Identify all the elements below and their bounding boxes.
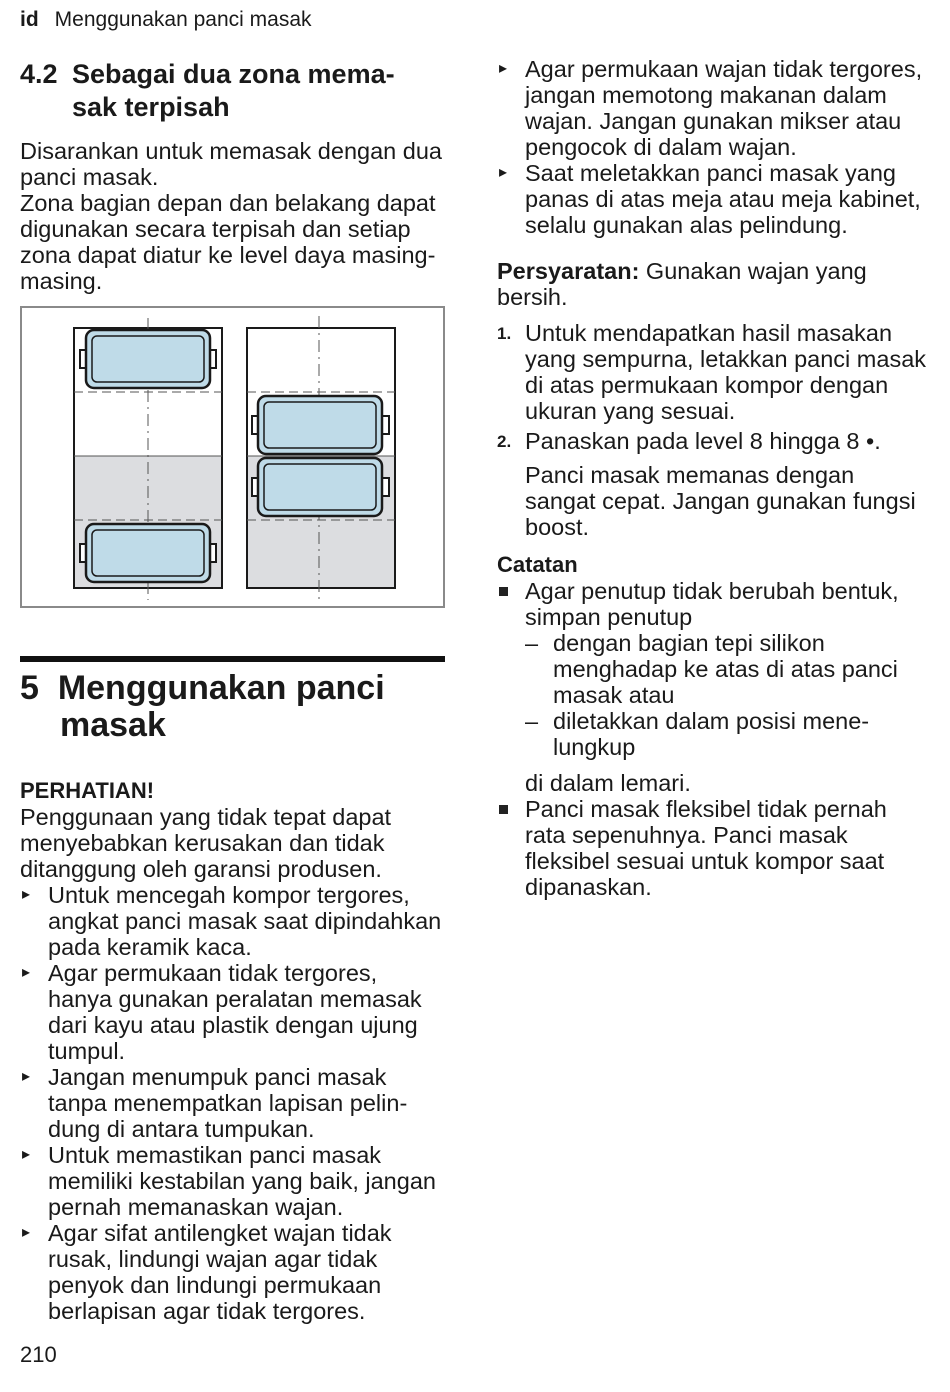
list-item: ▸ Agar sifat antilengket wajan tidak rusak, lindungi wajan agar tidak penyok dan lindungi permukaan berlapisan agar tidak tergores. xyxy=(20,1220,445,1324)
section-number: 5 xyxy=(20,669,39,707)
note-title: Catatan xyxy=(497,552,578,577)
step-result: Panci masak memanas dengan sangat cepat. Jangan gunakan fungsi boost. xyxy=(525,462,916,540)
cooking-zone-diagram xyxy=(20,306,445,608)
pan-icon xyxy=(80,524,216,582)
step-item xyxy=(497,428,927,454)
requirement-label: Persyaratan: xyxy=(497,258,640,284)
list-item: ▸ Saat meletakkan panci masak yang panas di atas meja atau meja kabinet, selalu gunakan alas pelindung. xyxy=(497,160,927,238)
section-title-line1: Menggunakan panci xyxy=(57,669,385,707)
list-item: ▸ Agar permukaan wajan tidak tergores, jangan memotong makanan dalam wajan. Jangan gunakan mikser atau pengocok di dalam wajan. xyxy=(497,56,927,160)
requirement-text: Gunakan wajan yang bersih. xyxy=(497,258,867,310)
running-header xyxy=(20,8,312,32)
pan-icon xyxy=(252,458,389,516)
step-number: 1. xyxy=(497,324,512,343)
section-title-line1: Sebagai dua zona mema- xyxy=(72,59,395,89)
step-item xyxy=(497,320,927,424)
header-title: Menggunakan panci masak xyxy=(54,8,312,31)
notes-list xyxy=(497,578,927,900)
right-column xyxy=(497,56,927,900)
warning-list xyxy=(20,882,445,1324)
list-item: ▸ Untuk mencegah kompor tergores, angkat panci masak saat dipindahkan pada keramik kaca. xyxy=(20,882,445,960)
section-5-heading xyxy=(20,656,445,744)
left-column xyxy=(20,58,445,1324)
warning-label: PERHATIAN! xyxy=(20,778,155,803)
pan-icon xyxy=(252,396,389,454)
steps-list xyxy=(497,320,927,454)
note-item xyxy=(497,578,927,796)
step-text: Panaskan pada level 8 hingga 8 •. xyxy=(525,428,881,454)
list-item: ▸ Jangan menumpuk panci masak tanpa menempatkan lapisan pelindung di antara tumpukan. xyxy=(20,1064,445,1142)
hob-right xyxy=(247,316,395,600)
section-4-2-heading xyxy=(20,58,445,124)
sub-item: – dengan bagian tepi silikon menghadap ke atas di atas panci masak atau xyxy=(525,630,927,708)
note-tail: di dalam lemari. xyxy=(525,770,691,796)
warning-list-continued xyxy=(497,56,927,238)
section-title-line2: masak xyxy=(60,706,166,744)
step-number: 2. xyxy=(497,432,512,451)
page-number: 210 xyxy=(20,1342,57,1367)
pan-icon xyxy=(80,330,216,388)
note-item: Panci masak fleksibel tidak pernah rata sepenuhnya. Panci masak fleksibel sesuai untuk kompor saat dipanaskan. xyxy=(497,796,927,900)
list-item: ▸ Untuk memastikan panci masak memiliki kestabilan yang baik, jangan pernah memanaskan wajan. xyxy=(20,1142,445,1220)
note-text: Agar penutup tidak berubah bentuk, simpan penutup xyxy=(525,578,899,630)
note-sublist xyxy=(525,630,927,760)
hob-left xyxy=(74,318,222,600)
requirement xyxy=(497,258,927,310)
sub-item: – diletakkan dalam posisi menelungkup xyxy=(525,708,927,760)
warning-text: Penggunaan yang tidak tepat dapat menyebabkan kerusakan dan tidak ditanggung oleh garansi produsen. xyxy=(20,804,392,882)
section-number: 4.2 xyxy=(20,59,58,89)
language-code: id xyxy=(20,8,39,31)
list-item: ▸ Agar permukaan tidak tergores, hanya gunakan peralatan memasak dari kayu atau plastik dengan ujung tumpul. xyxy=(20,960,445,1064)
section-title-line2: sak terpisah xyxy=(72,92,230,122)
step-text: Untuk mendapatkan hasil masakan yang sempurna, letakkan panci masak di atas permukaan kompor dengan ukuran yang sesuai. xyxy=(525,320,927,424)
zone-illustration xyxy=(22,308,443,606)
paragraph: Zona bagian depan dan belakang dapat digunakan secara terpisah dan setiap zona dapat diatur ke level daya masing-masing. xyxy=(20,190,436,294)
paragraph: Disarankan untuk memasak dengan dua panci masak. xyxy=(20,138,442,190)
